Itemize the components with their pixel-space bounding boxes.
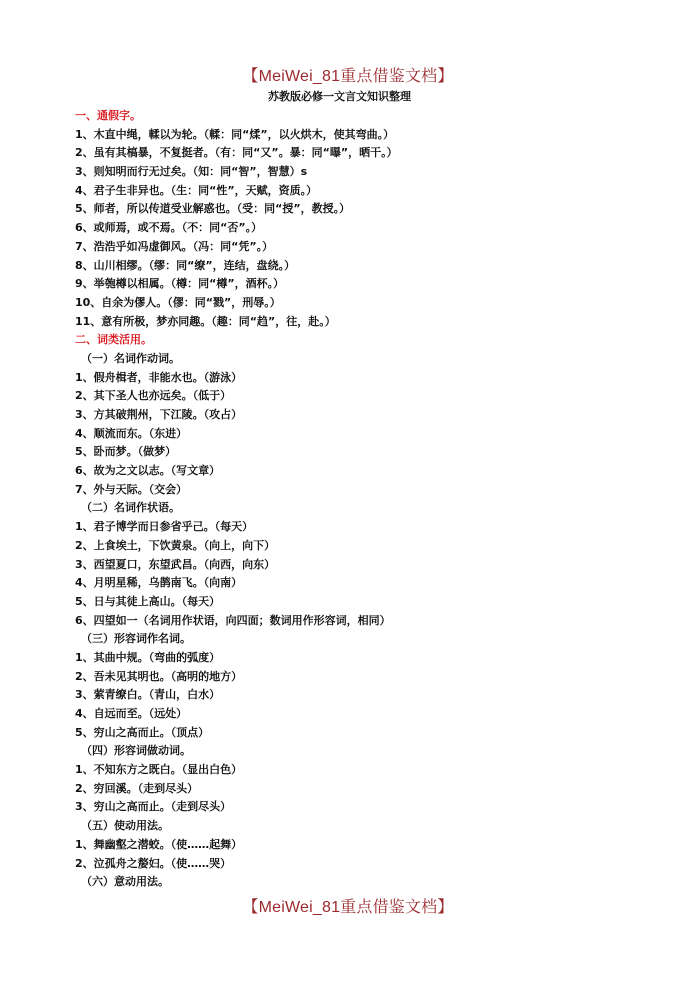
list-item: 4、君子生非异也。（生：同“性”，天赋，资质。） (75, 183, 318, 197)
list-item: 5、日与其徒上高山。（每天） (75, 594, 221, 608)
list-item: 4、月明星稀，乌鹊南飞。（向南） (75, 576, 243, 590)
list-item: 7、外与天际。（交会） (75, 482, 188, 496)
list-item: 3、方其破荆州，下江陵。（攻占） (75, 408, 243, 421)
list-item: 1、舞幽壑之潜蛟。（使……起舞） (75, 837, 243, 851)
subsection-heading: （二）名词作状语。 (81, 501, 180, 515)
list-item: 7、浩浩乎如冯虚御风。（冯：同“凭”。） (75, 239, 274, 253)
list-item: 2、其下圣人也亦远矣。（低于） (75, 389, 232, 403)
list-item: 5、师者，所以传道受业解惑也。（受：同“授”，教授。） (75, 202, 351, 216)
section-heading: 一、通假字。 (75, 109, 141, 122)
list-item: 4、自远而至。（远处） (75, 707, 188, 720)
footer-banner: 【MeiWei_81重点借鉴文档】 (242, 899, 454, 916)
list-item: 3、穷山之高而止。（走到尽头） (75, 800, 232, 814)
list-item: 1、其曲中规。（弯曲的弧度） (75, 650, 221, 664)
list-item: 2、虽有其槁暴，不复挺者。（有：同“又”。暴：同“曝”，晒干。） (75, 146, 398, 160)
list-item: 1、假舟楫者，非能水也。（游泳） (75, 370, 243, 384)
list-item: 1、不知东方之既白。（显出白色） (75, 763, 243, 777)
list-item: 10、自余为僇人。（僇：同“戮”，刑辱。） (75, 295, 281, 309)
subsection-heading: （三）形容词作名词。 (81, 632, 191, 646)
list-item: 9、举匏樽以相属。（樽：同“樽”，酒杯。） (75, 277, 285, 291)
header-banner: 【MeiWei_81重点借鉴文档】 (242, 68, 454, 85)
list-item: 2、穷回溪。（走到尽头） (75, 781, 199, 795)
list-item: 11、意有所极，梦亦同趣。（趣：同“趋”，往，赴。） (75, 314, 336, 328)
subsection-heading: （一）名词作动词。 (81, 351, 180, 365)
list-item: 4、顺流而东。（东进） (75, 426, 188, 440)
section-heading: 二、词类活用。 (75, 333, 152, 347)
list-item: 2、泣孤舟之嫠妇。（使……哭） (75, 856, 232, 870)
list-item: 5、穷山之高而止。（顶点） (75, 725, 210, 739)
list-item: 5、卧而梦。（做梦） (75, 445, 177, 459)
list-item: 3、西望夏口，东望武昌。（向西，向东） (75, 557, 276, 571)
document-body (75, 107, 655, 892)
list-item: 1、木直中绳，輮以为轮。（輮：同“煣”，以火烘木，使其弯曲。） (75, 127, 395, 141)
subsection-heading: （六）意动用法。 (81, 875, 169, 889)
list-item: 6、四望如一（名词用作状语，向四面；数词用作形容词，相同） (75, 613, 391, 627)
subsection-heading: （四）形容词做动词。 (81, 744, 191, 758)
list-item: 1、君子博学而日参省乎己。（每天） (75, 520, 254, 534)
subsection-heading: （五）使动用法。 (81, 819, 169, 833)
list-item: 2、上食埃土，下饮黄泉。（向上，向下） (75, 538, 276, 552)
list-item: 6、或师焉，或不焉。（不：同“否”。） (75, 221, 263, 235)
list-item: 8、山川相缪。（缪：同“缭”，连结，盘绕。） (75, 258, 296, 272)
list-item: 6、故为之文以志。（写文章） (75, 464, 221, 478)
document-title: 苏教版必修一文言文知识整理 (268, 90, 411, 103)
list-item: 3、则知明而行无过矣。（知：同“智”，智慧）s (75, 165, 308, 179)
list-item: 2、吾未见其明也。（高明的地方） (75, 669, 243, 683)
list-item: 3、萦青缭白。（青山，白水） (75, 688, 221, 702)
